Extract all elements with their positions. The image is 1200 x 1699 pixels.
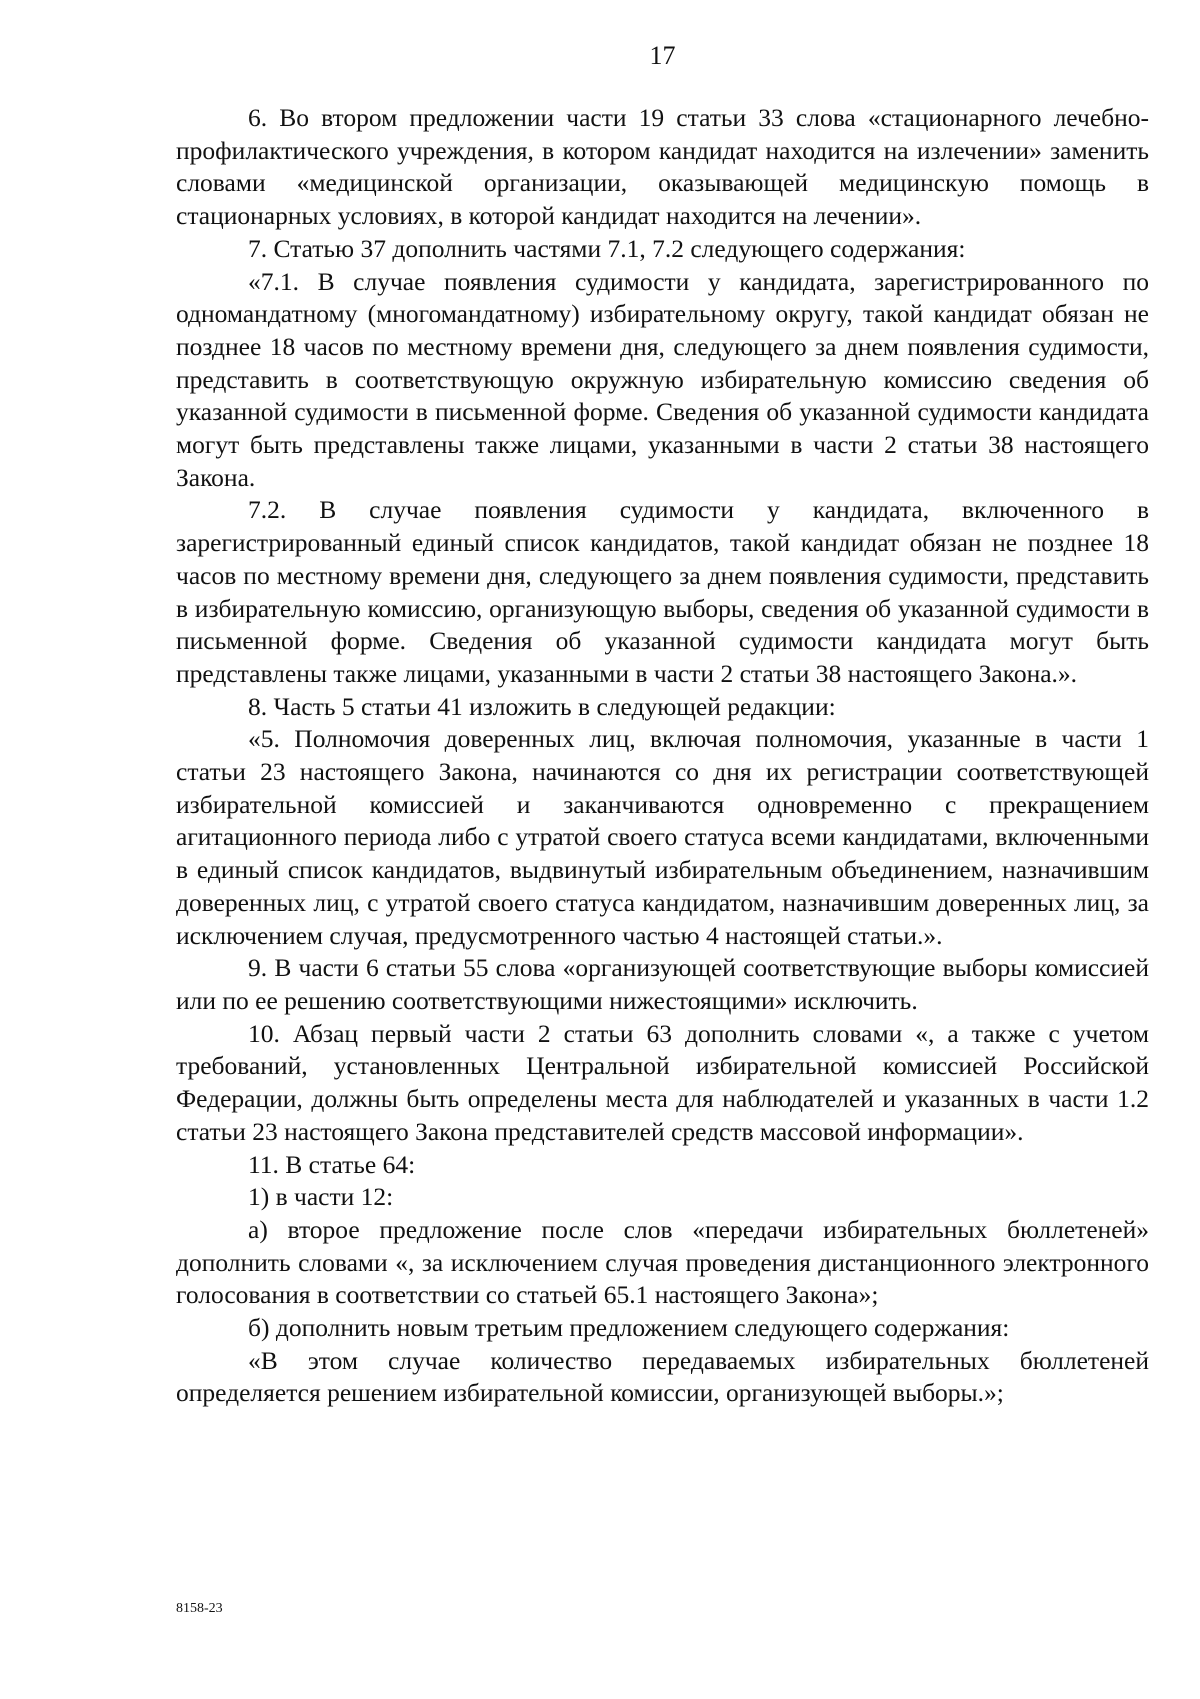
paragraph-7-2: 7.2. В случае появления судимости у кандидата, включенного в зарегистрированный единый список кандидатов, такой кандидат обязан не позднее 18 часов по местному времени дня, следующего за днем появления судимости, представить в избирательную комиссию, организующую выборы, сведения об указанной судимости в письменной форме. Сведения об указанной судимости кандидата могут быть представлены также лицами, указанными в части 2 статьи 38 настоящего Закона.».	[176, 495, 1149, 688]
paragraph-10: 10. Абзац первый части 2 статьи 63 дополнить словами «, а также с учетом требований, установленных Центральной избирательной комиссией Российской Федерации, должны быть определены места для наблюдателей и указанных в части 1.2 статьи 23 настоящего Закона представителей средств массовой информации».	[176, 1018, 1149, 1146]
paragraph-7: 7. Статью 37 дополнить частями 7.1, 7.2 следующего содержания:	[248, 233, 966, 263]
paragraph-8-text: «5. Полномочия доверенных лиц, включая полномочия, указанные в части 1 статьи 23 настоящего Закона, начинаются со дня их регистрации соответствующей избирательной комиссией и заканчиваются одновременно с прекращением агитационного периода либо с утратой своего статуса всеми кандидатами, включенными в единый список кандидатов, выдвинутый избирательным объединением, назначившим доверенных лиц, с утратой своего статуса кандидатом, назначившим доверенных лиц, за исключением случая, предусмотренного частью 4 настоящей статьи.».	[176, 724, 1149, 950]
document-body	[176, 102, 1149, 1410]
paragraph-6: 6. Во втором предложении части 19 статьи 33 слова «стационарного лечебно-профилактического учреждения, в котором кандидат находится на излечении» заменить словами «медицинской организации, оказывающей медицинскую помощь в стационарных условиях, в которой кандидат находится на лечении».	[176, 103, 1149, 231]
paragraph-8: 8. Часть 5 статьи 41 изложить в следующей редакции:	[248, 691, 836, 721]
paragraph-11-1-b: б) дополнить новым третьим предложением следующего содержания:	[248, 1313, 1010, 1343]
paragraph-11-1-a: а) второе предложение после слов «передачи избирательных бюллетеней» дополнить словами «, за исключением случая проведения дистанционного электронного голосования в соответствии со статьей 65.1 настоящего Закона»;	[176, 1214, 1149, 1310]
paragraph-11-1-b-text: «В этом случае количество передаваемых избирательных бюллетеней определяется решением избирательной комиссии, организующей выборы.»;	[176, 1345, 1149, 1408]
paragraph-11: 11. В статье 64:	[248, 1149, 416, 1179]
paragraph-11-1: 1) в части 12:	[248, 1182, 394, 1212]
paragraph-9: 9. В части 6 статьи 55 слова «организующей соответствующие выборы комиссией или по ее решению соответствующими нижестоящими» исключить.	[176, 953, 1149, 1015]
paragraph-7-1: «7.1. В случае появления судимости у кандидата, зарегистрированного по одномандатному (многомандатному) избирательному округу, такой кандидат обязан не позднее 18 часов по местному времени дня, следующего за днем появления судимости, представить в соответствующую окружную избирательную комиссию сведения об указанной судимости в письменной форме. Сведения об указанной судимости кандидата могут быть представлены также лицами, указанными в части 2 статьи 38 настоящего Закона.	[176, 266, 1149, 492]
document-code: 8158-23	[176, 1601, 223, 1616]
page-number: 17	[649, 41, 676, 70]
